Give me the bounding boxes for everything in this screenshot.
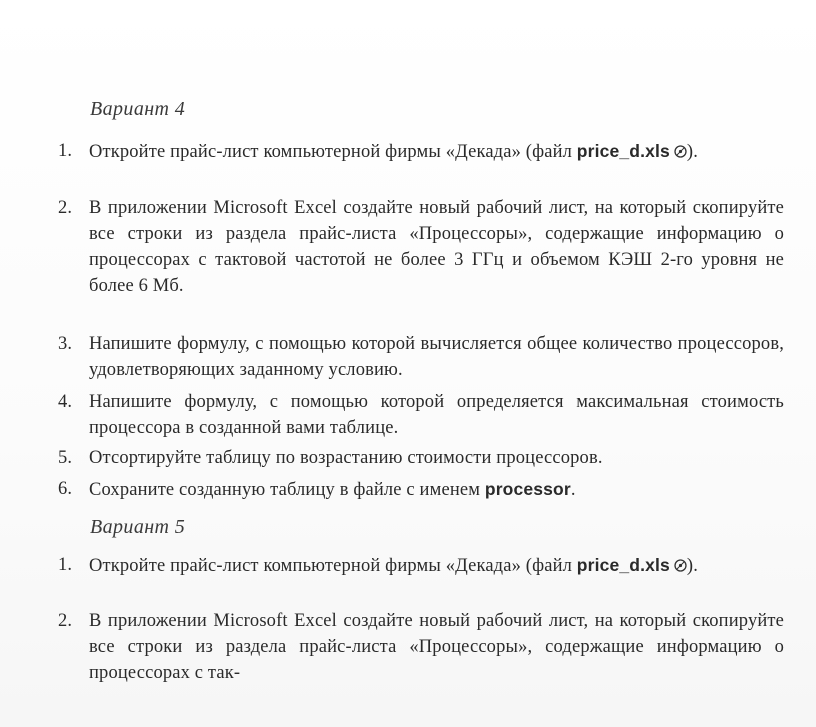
v4-task-4: [58, 389, 784, 441]
task-text: Отсортируйте таблицу по возрастанию стоимости процессоров.: [89, 448, 603, 468]
task-text-part: Откройте прайс-лист компьютерной фирмы «Декада» (файл: [89, 556, 577, 576]
task-number: 1.: [58, 141, 73, 161]
variant-5-title: Вариант 5: [90, 516, 186, 538]
task-text: [89, 138, 784, 165]
task-text: В приложении Microsoft Excel создайте новый рабочий лист, на который скопируйте все строки из раздела прайс-листа «Процессоры», содержащие информацию о процессорах с тактовой частотой не более 3 ГГц и объемом КЭШ 2-го уровня не более 6 Мб.: [89, 198, 784, 296]
task-number: 5.: [58, 448, 73, 468]
task-text-part: .: [570, 480, 576, 500]
disk-icon: [674, 145, 687, 158]
task-number: 6.: [58, 479, 73, 499]
task-text: В приложении Microsoft Excel создайте новый рабочий лист, на который скопируйте все строки из раздела прайс-листа «Процессоры», содержащие информацию о процессорах с так-: [89, 611, 784, 683]
task-number: 3.: [58, 334, 73, 354]
v4-task-3: [58, 331, 784, 383]
v4-task-1: [58, 138, 784, 165]
task-text: Напишите формулу, с помощью которой вычисляется общее количество процессоров, удовлетворяющих заданному условию.: [89, 334, 784, 380]
v4-task-6: [58, 476, 784, 503]
task-text: [89, 552, 784, 579]
task-text: [89, 476, 784, 503]
task-number: 2.: [58, 611, 73, 631]
v5-task-2: [58, 608, 784, 686]
task-text-part: Откройте прайс-лист компьютерной фирмы «Декада» (файл: [89, 142, 577, 162]
v4-task-2: [58, 195, 784, 299]
task-text-part: ).: [686, 556, 698, 576]
file-name: price_d.xls: [576, 141, 670, 161]
file-name: processor: [484, 479, 571, 499]
task-number: 2.: [58, 198, 73, 218]
v5-task-1: [58, 552, 784, 579]
task-number: 4.: [58, 392, 73, 412]
task-text: Напишите формулу, с помощью которой определяется максимальная стоимость процессора в созданной вами таблице.: [89, 392, 784, 438]
disk-icon: [674, 559, 687, 572]
variant-4-title: Вариант 4: [90, 98, 186, 120]
task-number: 1.: [58, 555, 73, 575]
v4-task-5: [58, 445, 784, 471]
task-text-part: Сохраните созданную таблицу в файле с именем: [89, 480, 485, 500]
file-name: price_d.xls: [576, 555, 670, 575]
task-text-part: ).: [686, 142, 698, 162]
